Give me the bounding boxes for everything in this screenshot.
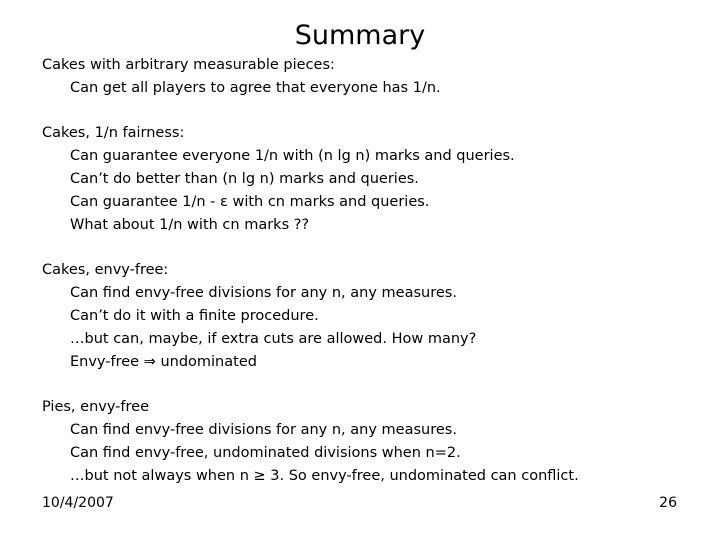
section-line: Can guarantee 1/n - ε with cn marks and queries. (70, 194, 430, 210)
section-line: Can find envy-free, undominated divisions when n=2. (70, 445, 461, 461)
section-heading: Cakes with arbitrary measurable pieces: (42, 57, 335, 73)
section-arbitrary-pieces (42, 54, 692, 100)
section-line: Envy-free ⇒ undominated (70, 354, 257, 370)
section-heading: Cakes, envy-free: (42, 262, 169, 278)
footer-date: 10/4/2007 (42, 495, 114, 511)
section-line: …but can, maybe, if extra cuts are allowed. How many? (70, 331, 477, 347)
page-number: 26 (659, 495, 677, 511)
section-heading: Cakes, 1/n fairness: (42, 125, 185, 141)
section-heading: Pies, envy-free (42, 399, 149, 415)
section-line: Can’t do better than (n lg n) marks and queries. (70, 171, 419, 187)
section-line: Can’t do it with a finite procedure. (70, 308, 319, 324)
section-line: Can find envy-free divisions for any n, any measures. (70, 422, 457, 438)
section-line: Can guarantee everyone 1/n with (n lg n) marks and queries. (70, 148, 515, 164)
section-envy-free-pies (42, 396, 692, 488)
section-fairness (42, 122, 692, 237)
section-line: …but not always when n ≥ 3. So envy-free, undominated can conflict. (70, 468, 579, 484)
slide-content (42, 54, 692, 510)
section-envy-free-cakes (42, 259, 692, 374)
slide-title: Summary (294, 20, 426, 51)
section-line: Can get all players to agree that everyone has 1/n. (70, 80, 441, 96)
section-line: What about 1/n with cn marks ?? (70, 217, 310, 233)
section-line: Can find envy-free divisions for any n, any measures. (70, 285, 457, 301)
